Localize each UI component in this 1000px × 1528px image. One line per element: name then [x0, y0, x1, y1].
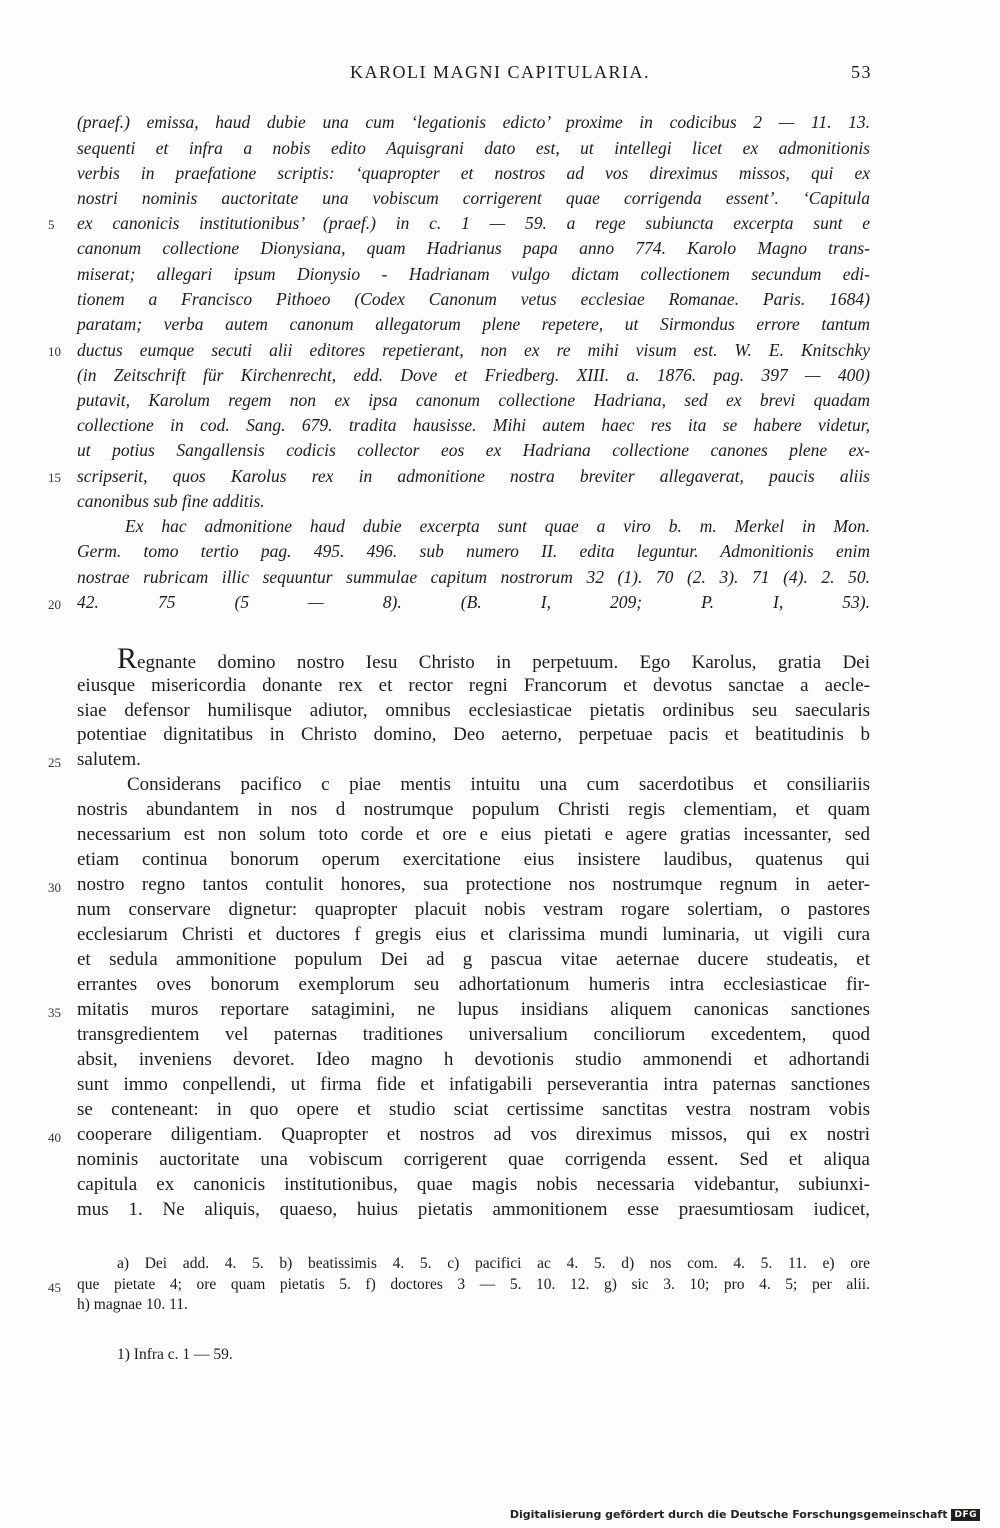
main-line: errantes oves bonorum exemplorum seu adhortationum humeris intra ecclesiasticae fir- — [77, 974, 870, 995]
main-line: et sedula ammonitione populum Dei ad g pascua vitae aeternae ducere studeatis, et — [77, 949, 870, 970]
main-line: etiam continua bonorum operum exercitatione eius insistere laudibus, quatenus qui — [77, 849, 870, 870]
intro-line: ut potius Sangallensis codicis collector eos ex Hadriana collectione canones plene ex- — [77, 440, 870, 460]
intro-line: ex canonicis institutionibus’ (praef.) in c. 1 — 59. a rege subiuncta excerpta sunt e — [77, 213, 870, 233]
intro-line: sequenti et infra a nobis edito Aquisgrani dato est, ut intellegi licet ex admonitionis — [77, 138, 870, 158]
intro-line: nostri nominis auctoritate una vobiscum corrigerent quae corrigenda essent’. ‘Capitula — [77, 188, 870, 208]
intro-line: Ex hac admonitione haud dubie excerpta sunt quae a viro b. m. Merkel in Mon. — [125, 516, 870, 536]
main-line: Considerans pacifico c piae mentis intuitu una cum sacerdotibus et consiliariis — [127, 774, 870, 795]
intro-line: Germ. tomo tertio pag. 495. 496. sub numero II. edita leguntur. Admonitionis enim — [77, 541, 870, 561]
line-number: 20 — [48, 597, 61, 612]
intro-line: scripserit, quos Karolus rex in admonitione nostra breviter allegaverat, paucis aliis — [77, 466, 870, 486]
line-number: 5 — [48, 217, 55, 232]
main-line: salutem. — [77, 749, 141, 770]
intro-line: ductus eumque secuti alii editores repetierant, non ex re mihi visum est. W. E. Knitschky — [77, 340, 870, 360]
line-number: 15 — [48, 470, 61, 485]
intro-line: (praef.) emissa, haud dubie una cum ‘legationis edicto’ proxime in codicibus 2 — 11. 13. — [77, 112, 870, 132]
main-line: mitatis muros reportare satagimini, ne lupus insidians aliquem canonicas sanctiones — [77, 999, 870, 1020]
main-line: mus 1. Ne aliquis, quaeso, huius pietatis ammonitionem esse praesumtiosam iudicet, — [77, 1199, 870, 1220]
main-line — [117, 644, 870, 674]
main-line: transgredientem vel paternas traditiones universalium conciliorum excedentem, quod — [77, 1024, 870, 1045]
main-line: nostris abundantem in nos d nostrumque populum Christi regis clementiam, et quam — [77, 799, 870, 820]
intro-line: tionem a Francisco Pithoeo (Codex Canonum vetus ecclesiae Romanae. Paris. 1684) — [77, 289, 870, 309]
line-number: 25 — [48, 755, 61, 770]
intro-line: putavit, Karolum regem non ex ipsa canonum collectione Hadriana, sed ex brevi quadam — [77, 390, 870, 410]
intro-line: verbis in praefatione scriptis: ‘quapropter et nostros ad vos direximus missos, qui ex — [77, 163, 870, 183]
digitization-credit — [510, 1508, 980, 1521]
footnote-line: que pietate 4; ore quam pietatis 5. f) doctores 3 — 5. 10. 12. g) sic 3. 10; pro 4. 5; per alii. — [77, 1276, 870, 1293]
intro-line: canonum collectione Dionysiana, quam Hadrianus papa anno 774. Karolo Magno trans- — [77, 238, 870, 258]
footnote-line: h) magnae 10. 11. — [77, 1296, 188, 1313]
intro-line: miserat; allegari ipsum Dionysio - Hadrianam vulgo dictam collectionem secundum edi- — [77, 264, 870, 284]
main-line: absit, inveniens devoret. Ideo magno h devotionis studio ammonendi et adhortandi — [77, 1049, 870, 1070]
main-line: necessarium est non solum toto corde et ore e eius pietati e agere gratias incessanter, sed — [77, 824, 870, 845]
page-number: 53 — [851, 62, 872, 82]
line-number: 10 — [48, 344, 61, 359]
drop-cap: R — [117, 642, 138, 675]
line-number: 30 — [48, 880, 61, 895]
line-number: 35 — [48, 1005, 61, 1020]
main-line: se conteneant: in quo opere et studio sciat certissime sanctitas vestra nostram vobis — [77, 1099, 870, 1120]
running-header — [0, 62, 1000, 88]
dfg-logo: DFG — [951, 1509, 980, 1521]
main-line: cooperare diligentiam. Quapropter et nostros ad vos direximus missos, qui ex nostri — [77, 1124, 870, 1145]
intro-line: 42. 75 (5 — 8). (B. I, 209; P. I, 53). — [77, 592, 870, 612]
main-line: nominis auctoritate una vobiscum corrigerent quae corrigenda essent. Sed et aliqua — [77, 1149, 870, 1170]
intro-line: paratam; verba autem canonum allegatorum plene repetere, ut Sirmondus errore tantum — [77, 314, 870, 334]
main-line: eiusque misericordia donante rex et rector regni Francorum et devotus sanctae a aecle- — [77, 675, 870, 696]
main-line: potentiae dignitatibus in Christo domino, Deo aeterno, perpetuae pacis et beatitudinis b — [77, 724, 870, 745]
main-line: siae defensor humilisque adiutor, omnibus ecclesiasticae pietatis ordinibus seu saecularis — [77, 700, 870, 721]
reference-note: 1) Infra c. 1 — 59. — [117, 1346, 233, 1363]
intro-line: nostrae rubricam illic sequuntur summulae capitum nostrorum 32 (1). 70 (2. 3). 71 (4). 2. 50. — [77, 567, 870, 587]
main-line: capitula ex canonicis institutionibus, quae magis nobis necessaria videbantur, subiunxi- — [77, 1174, 870, 1195]
intro-line: collectione in cod. Sang. 679. tradita hausisse. Mihi autem haec res ita se habere videtur, — [77, 415, 870, 435]
intro-line: (in Zeitschrift für Kirchenrecht, edd. Dove et Friedberg. XIII. a. 1876. pag. 397 — 400) — [77, 365, 870, 385]
main-line: ecclesiarum Christi et ductores f gregis eius et clarissima mundi luminaria, ut vigili cura — [77, 924, 870, 945]
line-number: 45 — [48, 1280, 61, 1295]
main-line: num conservare dignetur: quapropter placuit nobis vestram rogare solertiam, o pastores — [77, 899, 870, 920]
footnote-line: a) Dei add. 4. 5. b) beatissimis 4. 5. c) pacifici ac 4. 5. d) nos com. 4. 5. 11. e) ore — [117, 1255, 870, 1272]
running-title: KAROLI MAGNI CAPITULARIA. — [350, 62, 650, 82]
main-line-rest: egnante domino nostro Iesu Christo in perpetuum. Ego Karolus, gratia Dei — [137, 652, 870, 673]
credit-text: Digitalisierung gefördert durch die Deutsche Forschungsgemeinschaft — [509, 1508, 948, 1521]
line-number: 40 — [48, 1130, 61, 1145]
main-line: nostro regno tantos contulit honores, sua protectione nos nostrumque regnum in aeter- — [77, 874, 870, 895]
main-line: sunt immo conpellendi, ut firma fide et infatigabili perseverantia intra paternas sanctiones — [77, 1074, 870, 1095]
intro-line: canonibus sub fine additis. — [77, 491, 265, 511]
